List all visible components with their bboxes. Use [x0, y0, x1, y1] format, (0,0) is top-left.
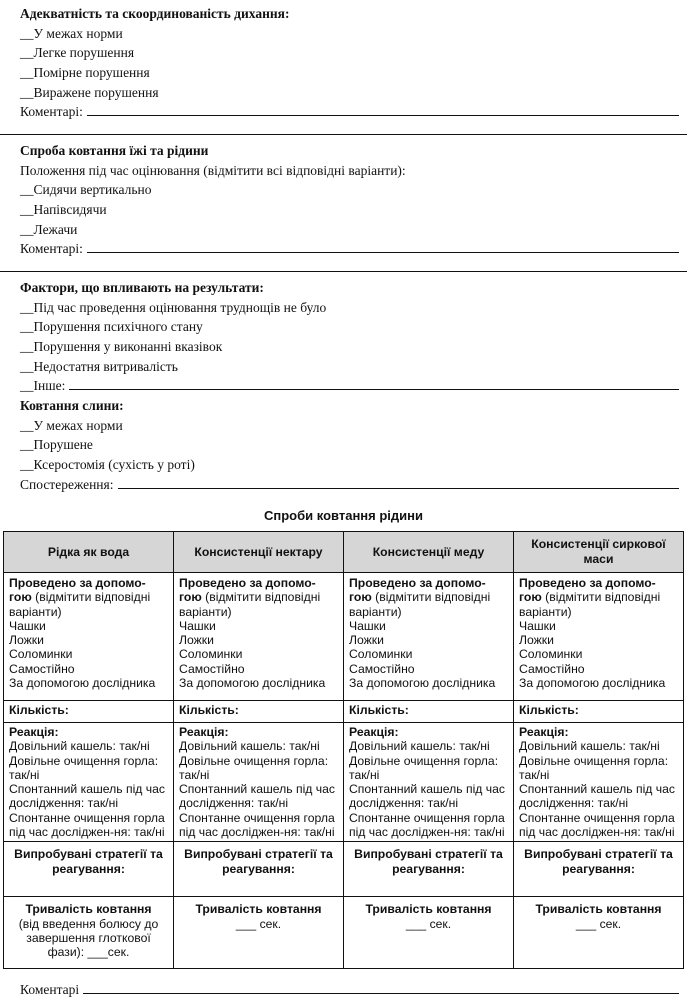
- method-option[interactable]: За допомогою дослідника: [519, 676, 666, 691]
- reaction-label: Реакція:: [349, 725, 399, 739]
- saliva-section: [20, 396, 679, 494]
- comment-field[interactable]: [20, 239, 679, 259]
- duration-label: Тривалість ковтання: [25, 902, 152, 917]
- reaction-line[interactable]: Спонтанний кашель під час дослідження: так/ні: [179, 782, 335, 811]
- method-option[interactable]: Самостійно: [179, 661, 245, 676]
- table-title: Спроби ковтання рідини: [264, 508, 423, 523]
- reaction-cell[interactable]: [4, 723, 174, 842]
- bottom-comment-field[interactable]: [20, 980, 679, 1000]
- bottom-comment-label: Коментарі: [20, 982, 80, 997]
- count-cell[interactable]: Кількість:: [4, 701, 174, 723]
- duration-label: Тривалість ковтання: [195, 902, 322, 917]
- method-title: Проведено за допомо-: [519, 576, 656, 590]
- checkbox-option[interactable]: __У межах норми: [20, 25, 123, 41]
- section-title: Ковтання слини:: [20, 398, 124, 413]
- reaction-label: Реакція:: [519, 725, 569, 739]
- method-title2: гою: [349, 590, 372, 605]
- other-field[interactable]: [20, 376, 679, 396]
- duration-label: Тривалість ковтання: [535, 902, 662, 917]
- method-note: (відмітити відповідні варіанти): [179, 590, 321, 619]
- reaction-line[interactable]: Спонтанне очищення горла під час досліджен-ня: так/ні: [9, 810, 165, 840]
- method-option[interactable]: Соломинки: [9, 647, 73, 662]
- reaction-cell[interactable]: [174, 723, 344, 842]
- checkbox-option[interactable]: __Сидячи вертикально: [20, 182, 152, 198]
- method-cell[interactable]: [4, 573, 174, 701]
- method-option[interactable]: За допомогою дослідника: [349, 676, 496, 691]
- checkbox-option[interactable]: __Виражене порушення: [20, 84, 159, 100]
- checkbox-option[interactable]: __Під час проведення оцінювання труднощів не було: [20, 299, 327, 315]
- reaction-label: Реакція:: [9, 725, 59, 739]
- method-option[interactable]: Самостійно: [349, 661, 415, 676]
- reaction-line[interactable]: Довільний кашель: так/ні: [9, 739, 150, 754]
- column-header: Консистенції сиркової маси: [514, 532, 684, 573]
- checkbox-option[interactable]: __Помірне порушення: [20, 65, 150, 81]
- comment-label: Коментарі:: [20, 104, 83, 120]
- table-row: [4, 842, 684, 897]
- checkbox-option[interactable]: __Напівсидячи: [20, 202, 107, 218]
- column-header: Консистенції нектару: [174, 532, 344, 573]
- section-title: Адекватність та скоординованість дихання:: [20, 6, 290, 21]
- count-cell[interactable]: Кількість:: [344, 701, 514, 723]
- observation-line[interactable]: [118, 476, 680, 489]
- liquid-swallow-table: [3, 531, 684, 969]
- comment-line[interactable]: [87, 240, 679, 253]
- duration-note[interactable]: (від введення болюсу до завершення глоткової фази): ___сек.: [18, 916, 159, 960]
- method-option[interactable]: Ложки: [9, 633, 44, 648]
- reaction-line[interactable]: Спонтанне очищення горла під час досліджен-ня: так/ні: [349, 810, 505, 840]
- section-subtitle: Положення під час оцінювання (відмітити всі відповідні варіанти):: [20, 162, 406, 178]
- comment-field[interactable]: [20, 102, 679, 122]
- table-row: [4, 723, 684, 842]
- other-label: __Інше:: [20, 378, 66, 394]
- method-cell[interactable]: [344, 573, 514, 701]
- comment-line[interactable]: [87, 103, 679, 116]
- section-divider: [0, 271, 687, 272]
- method-option[interactable]: Соломинки: [349, 647, 413, 662]
- reaction-line[interactable]: Спонтанне очищення горла під час досліджен-ня: так/ні: [179, 810, 335, 840]
- checkbox-option[interactable]: __Порушене: [20, 437, 93, 453]
- method-option[interactable]: Соломинки: [179, 647, 243, 662]
- reaction-label: Реакція:: [179, 725, 229, 739]
- duration-label: Тривалість ковтання: [365, 902, 492, 917]
- method-option[interactable]: За допомогою дослідника: [9, 676, 156, 691]
- factors-section: [20, 278, 679, 396]
- checkbox-option[interactable]: __Легке порушення: [20, 45, 135, 61]
- method-option[interactable]: Самостійно: [519, 661, 585, 676]
- section-divider: [0, 134, 687, 135]
- bottom-comment-line[interactable]: [83, 981, 679, 994]
- method-option[interactable]: Соломинки: [519, 647, 583, 662]
- reaction-line[interactable]: Довільний кашель: так/ні: [349, 739, 490, 754]
- section-title: Фактори, що впливають на результати:: [20, 280, 264, 295]
- breathing-section: [20, 4, 679, 122]
- checkbox-option[interactable]: __Лежачи: [20, 221, 78, 237]
- duration-cell[interactable]: [344, 897, 514, 969]
- method-title2: гою: [519, 590, 542, 605]
- table-row: [4, 897, 684, 969]
- checkbox-option[interactable]: __Ксеростомія (сухість у роті): [20, 457, 195, 473]
- table-row: [4, 573, 684, 701]
- method-option[interactable]: Чашки: [9, 618, 46, 633]
- column-header: Консистенції меду: [344, 532, 514, 573]
- reaction-line[interactable]: Спонтанний кашель під час дослідження: так/ні: [349, 782, 505, 811]
- method-title2: гою: [179, 590, 202, 605]
- food-liquid-section: [20, 141, 679, 259]
- method-title: Проведено за допомо-: [179, 576, 316, 590]
- reaction-line[interactable]: Довільне очищення горла: так/ні: [179, 753, 329, 782]
- checkbox-option[interactable]: __Недостатня витривалість: [20, 358, 178, 374]
- method-cell[interactable]: [174, 573, 344, 701]
- reaction-line[interactable]: Спонтанне очищення горла під час досліджен-ня: так/ні: [519, 810, 675, 840]
- reaction-line[interactable]: Довільне очищення горла: так/ні: [9, 753, 159, 782]
- reaction-line[interactable]: Довільний кашель: так/ні: [179, 739, 320, 754]
- method-option[interactable]: Чашки: [349, 618, 386, 633]
- count-cell[interactable]: Кількість:: [514, 701, 684, 723]
- observation-label: Спостереження:: [20, 476, 114, 492]
- reaction-line[interactable]: Спонтанний кашель під час дослідження: так/ні: [9, 782, 165, 811]
- strategy-cell[interactable]: Випробувані стратегії та реагування:: [174, 842, 344, 897]
- section-title: Спроба ковтання їжі та рідини: [20, 143, 209, 158]
- reaction-cell[interactable]: [344, 723, 514, 842]
- duration-cell[interactable]: [174, 897, 344, 969]
- method-option[interactable]: Чашки: [519, 618, 556, 633]
- method-note: (відмітити відповідні варіанти): [349, 590, 491, 619]
- strategy-cell[interactable]: Випробувані стратегії та реагування:: [344, 842, 514, 897]
- method-note: (відмітити відповідні варіанти): [519, 590, 661, 619]
- duration-cell[interactable]: [514, 897, 684, 969]
- method-option[interactable]: Ложки: [349, 633, 384, 648]
- column-header: Рідка як вода: [4, 532, 174, 573]
- count-cell[interactable]: Кількість:: [174, 701, 344, 723]
- duration-note[interactable]: ___ сек.: [235, 916, 282, 931]
- method-title2: гою: [9, 590, 32, 605]
- strategy-cell[interactable]: Випробувані стратегії та реагування:: [514, 842, 684, 897]
- table-row: [4, 701, 684, 723]
- duration-cell[interactable]: [4, 897, 174, 969]
- reaction-line[interactable]: Довільне очищення горла: так/ні: [349, 753, 499, 782]
- reaction-cell[interactable]: [514, 723, 684, 842]
- strategy-cell[interactable]: Випробувані стратегії та реагування:: [4, 842, 174, 897]
- duration-note[interactable]: ___ сек.: [575, 916, 622, 931]
- method-note: (відмітити відповідні варіанти): [9, 590, 151, 619]
- checkbox-option[interactable]: __Порушення психічного стану: [20, 319, 203, 335]
- other-line[interactable]: [69, 377, 679, 390]
- method-option[interactable]: Ложки: [179, 633, 214, 648]
- checkbox-option[interactable]: __Порушення у виконанні вказівок: [20, 339, 223, 355]
- method-option[interactable]: За допомогою дослідника: [179, 676, 326, 691]
- reaction-line[interactable]: Довільний кашель: так/ні: [519, 739, 660, 754]
- table-header-row: [4, 532, 684, 573]
- method-option[interactable]: Самостійно: [9, 661, 75, 676]
- method-title: Проведено за допомо-: [9, 576, 146, 590]
- duration-note[interactable]: ___ сек.: [405, 916, 452, 931]
- reaction-line[interactable]: Довільне очищення горла: так/ні: [519, 753, 669, 782]
- method-title: Проведено за допомо-: [349, 576, 486, 590]
- reaction-line[interactable]: Спонтанний кашель під час дослідження: так/ні: [519, 782, 675, 811]
- checkbox-option[interactable]: __У межах норми: [20, 417, 123, 433]
- method-cell[interactable]: [514, 573, 684, 701]
- method-option[interactable]: Ложки: [519, 633, 554, 648]
- method-option[interactable]: Чашки: [179, 618, 216, 633]
- observation-field[interactable]: [20, 475, 679, 495]
- comment-label: Коментарі:: [20, 241, 83, 257]
